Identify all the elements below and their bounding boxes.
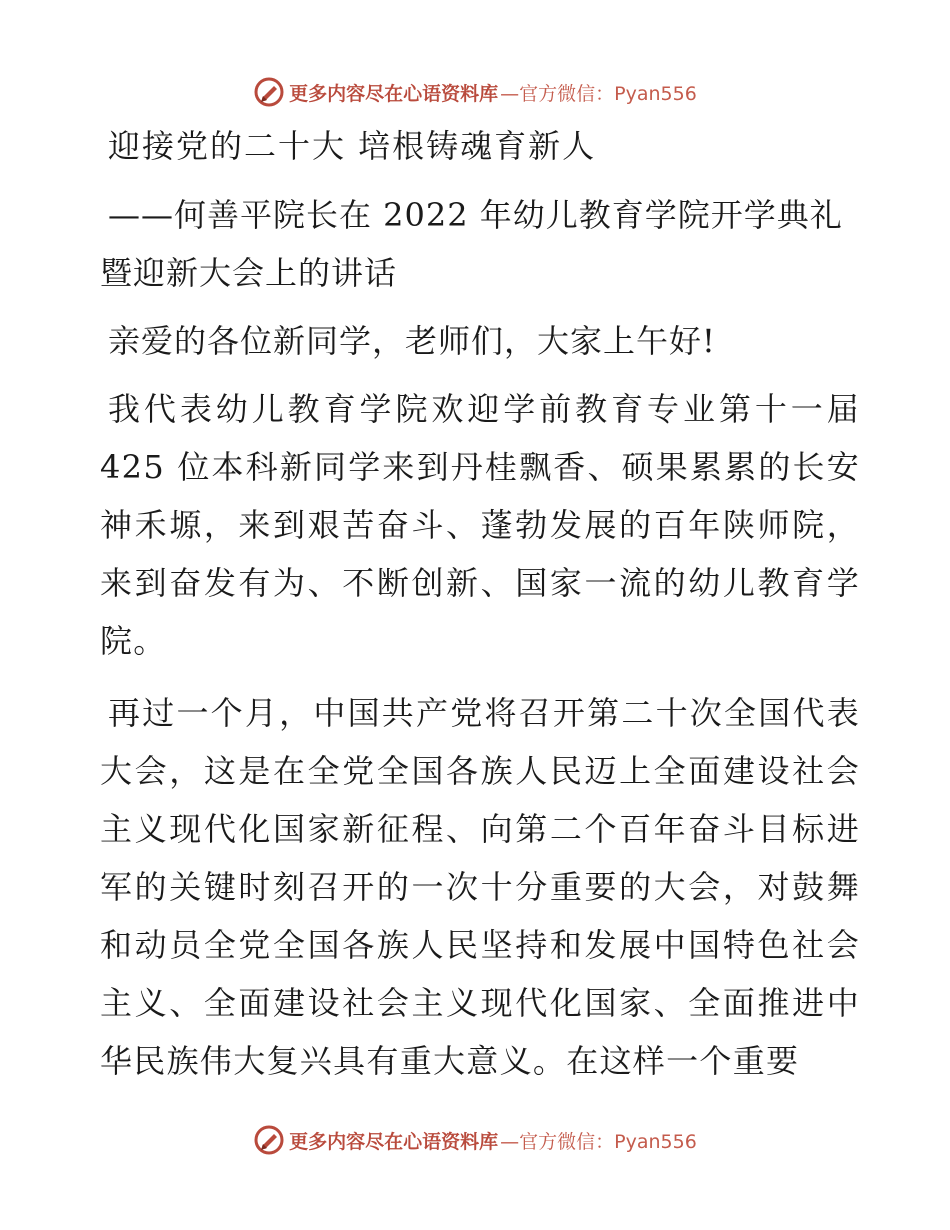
watermark-sub-text: —官方微信：Pyan556 xyxy=(500,1130,697,1153)
footer-watermark xyxy=(0,1120,950,1160)
body-paragraph: 再过一个月，中国共产党将召开第二十次全国代表大会，这是在全党全国各族人民迈上全面建设社会主义现代化国家新征程、向第二个百年奋斗目标进军的关键时刻召开的一次十分重要的大会，对鼓舞和动员全党全国各族人民坚持和发展中国特色社会主义、全面建设社会主义现代化国家、全面推进中华民族伟大复兴具有重大意义。在这样一个重要 xyxy=(100,694,860,1080)
document-subtitle: ——何善平院长在 2022 年幼儿教育学院开学典礼暨迎新大会上的讲话 xyxy=(100,196,843,292)
greeting-paragraph: 亲爱的各位新同学，老师们，大家上午好! xyxy=(108,322,716,360)
document-title: 迎接党的二十大 培根铸魂育新人 xyxy=(108,127,597,165)
watermark-sub-text: —官方微信：Pyan556 xyxy=(500,82,697,105)
watermark-main-text: 更多内容尽在心语资料库 xyxy=(289,1130,499,1153)
document-body xyxy=(100,120,860,1104)
watermark-main-text: 更多内容尽在心语资料库 xyxy=(289,82,499,105)
body-paragraph: 我代表幼儿教育学院欢迎学前教育专业第十一届 425 位本科新同学来到丹桂飘香、硕果累累的长安神禾塬，来到艰苦奋斗、蓬勃发展的百年陕师院，来到奋发有为、不断创新、国家一流的幼儿教育学院。 xyxy=(100,390,860,660)
logo-icon xyxy=(253,76,285,108)
logo-icon xyxy=(253,1124,285,1156)
header-watermark xyxy=(0,72,950,112)
